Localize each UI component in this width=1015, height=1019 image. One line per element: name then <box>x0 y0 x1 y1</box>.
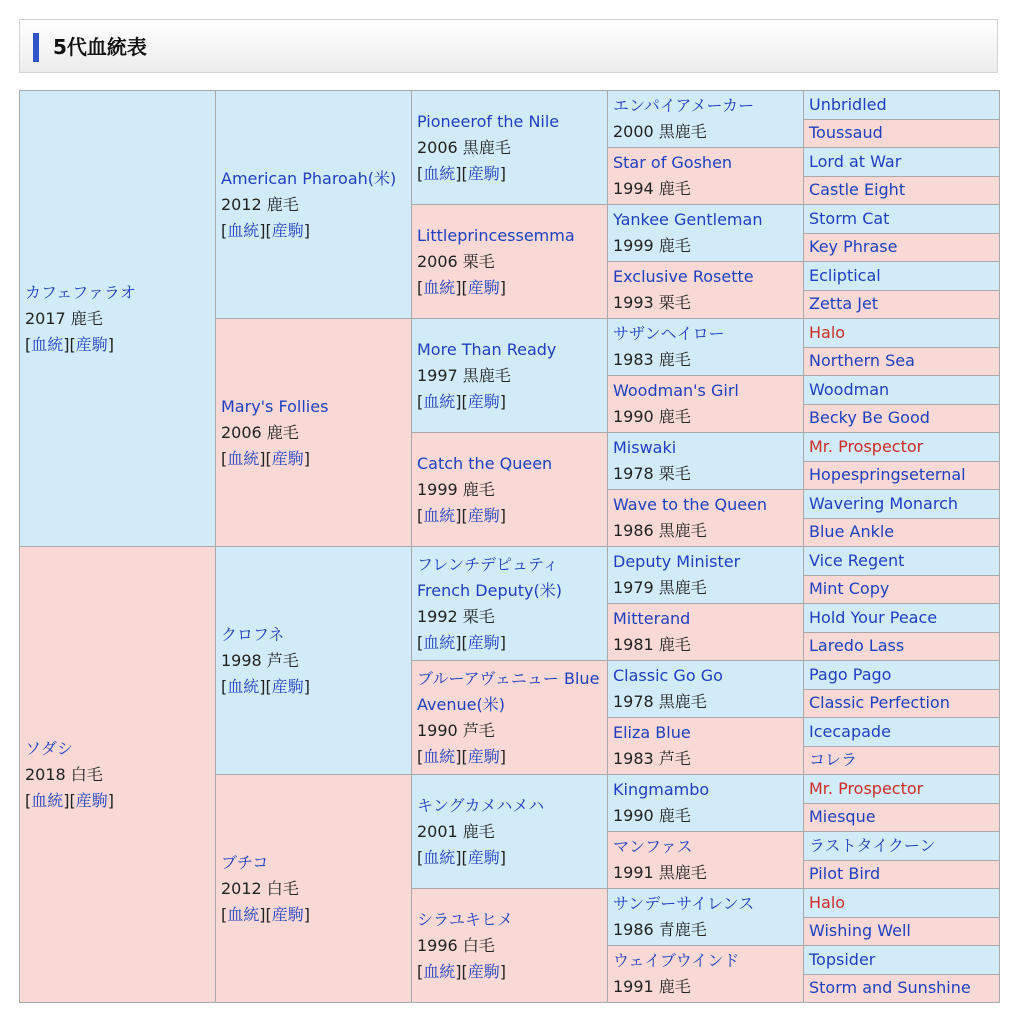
pedigree-link[interactable]: 血統 <box>31 790 64 810</box>
horse-name-link[interactable]: Pago Pago <box>809 664 892 684</box>
bracket-mid: ][ <box>259 904 272 924</box>
horse-name-link[interactable]: American Pharoah(米) <box>221 168 397 188</box>
ancestor-cell-gen1 <box>20 91 216 547</box>
ancestor-cell-gen5 <box>804 91 1000 120</box>
horse-name-link[interactable]: ウェイブウインド <box>613 951 740 970</box>
horse-info: 1991 黒鹿毛 <box>613 863 707 882</box>
bracket-close: ] <box>499 961 507 981</box>
bracket-close: ] <box>499 847 507 867</box>
offspring-link[interactable]: 産駒 <box>467 505 500 525</box>
ancestor-cell-gen5 <box>804 575 1000 604</box>
horse-name-link[interactable]: Storm Cat <box>809 208 890 228</box>
pedigree-row <box>20 547 1000 576</box>
horse-links <box>417 389 602 415</box>
ancestor-cell-gen2 <box>216 319 412 547</box>
horse-links <box>221 674 406 700</box>
horse-name-link[interactable]: Classic Go Go <box>613 666 723 685</box>
ancestor-cell-gen5 <box>804 490 1000 519</box>
pedigree-link[interactable]: 血統 <box>423 391 456 411</box>
ancestor-cell-gen5 <box>804 461 1000 490</box>
bracket-close: ] <box>499 746 507 766</box>
horse-name-link[interactable]: ラストタイクーン <box>809 835 936 855</box>
ancestor-cell-gen5 <box>804 689 1000 718</box>
offspring-link[interactable]: 産駒 <box>467 847 500 867</box>
pedigree-row <box>20 91 1000 120</box>
horse-name-link[interactable]: マンファス <box>613 837 693 856</box>
offspring-link[interactable]: 産駒 <box>271 448 304 468</box>
horse-name-link[interactable]: Storm and Sunshine <box>809 978 971 998</box>
horse-name-link[interactable]: Halo <box>809 322 846 342</box>
bracket-close: ] <box>303 448 311 468</box>
horse-name-link[interactable]: キングカメハメハ <box>417 795 545 815</box>
ancestor-cell-gen4 <box>608 604 804 661</box>
horse-links <box>221 218 406 244</box>
offspring-link[interactable]: 産駒 <box>271 220 304 240</box>
horse-name-link[interactable]: サザンヘイロー <box>613 324 725 343</box>
horse-info: 1978 黒鹿毛 <box>613 692 707 711</box>
horse-name-link[interactable]: Pilot Bird <box>809 864 881 884</box>
horse-name-link[interactable]: Northern Sea <box>809 351 915 371</box>
ancestor-cell-gen4 <box>608 91 804 148</box>
horse-name-link[interactable]: Halo <box>809 892 846 912</box>
horse-name-link[interactable]: Key Phrase <box>809 237 898 257</box>
ancestor-cell-gen4 <box>608 262 804 319</box>
bracket-open: [ <box>417 746 424 766</box>
horse-links <box>417 845 602 871</box>
ancestor-cell-gen5 <box>804 290 1000 319</box>
ancestor-cell-gen4 <box>608 661 804 718</box>
horse-links <box>417 959 602 985</box>
bracket-open: [ <box>221 904 228 924</box>
ancestor-cell-gen5 <box>804 176 1000 205</box>
ancestor-cell-gen5 <box>804 262 1000 291</box>
pedigree-link[interactable]: 血統 <box>423 632 456 652</box>
horse-info: 2006 黒鹿毛 <box>417 137 511 157</box>
bracket-mid: ][ <box>455 746 468 766</box>
bracket-mid: ][ <box>455 277 468 297</box>
horse-name-link[interactable]: Toussaud <box>809 123 883 143</box>
horse-name-link[interactable]: Unbridled <box>809 94 887 114</box>
ancestor-cell-gen4 <box>608 547 804 604</box>
horse-info: 2012 鹿毛 <box>221 194 299 214</box>
ancestor-cell-gen4 <box>608 775 804 832</box>
horse-name-link[interactable]: Star of Goshen <box>613 153 733 172</box>
horse-name-link[interactable]: Mitterand <box>613 609 691 628</box>
bracket-mid: ][ <box>259 220 272 240</box>
horse-name-link[interactable]: Icecapade <box>809 721 891 741</box>
horse-info: 1983 芦毛 <box>613 749 691 768</box>
bracket-close: ] <box>303 904 311 924</box>
horse-info: 2000 黒鹿毛 <box>613 122 707 141</box>
bracket-open: [ <box>417 163 424 183</box>
ancestor-cell-gen5 <box>804 604 1000 633</box>
horse-info: 1986 黒鹿毛 <box>613 521 707 540</box>
bracket-mid: ][ <box>455 391 468 411</box>
ancestor-cell-gen5 <box>804 832 1000 861</box>
offspring-link[interactable]: 産駒 <box>467 632 500 652</box>
ancestor-cell-gen5 <box>804 376 1000 405</box>
ancestor-cell-gen2 <box>216 547 412 775</box>
horse-name-link[interactable]: Woodman <box>809 379 890 399</box>
bracket-open: [ <box>417 632 424 652</box>
offspring-link[interactable]: 産駒 <box>75 790 108 810</box>
ancestor-cell-gen5 <box>804 319 1000 348</box>
ancestor-cell-gen4 <box>608 376 804 433</box>
offspring-link[interactable]: 産駒 <box>75 334 108 354</box>
bracket-close: ] <box>107 334 115 354</box>
offspring-link[interactable]: 産駒 <box>271 904 304 924</box>
horse-name-link[interactable]: Classic Perfection <box>809 693 950 713</box>
ancestor-cell-gen4 <box>608 205 804 262</box>
pedigree-link[interactable]: 血統 <box>423 961 456 981</box>
ancestor-cell-gen4 <box>608 889 804 946</box>
horse-name-link[interactable]: More Than Ready <box>417 339 557 359</box>
horse-name-link[interactable]: Mr. Prospector <box>809 436 924 456</box>
bracket-mid: ][ <box>259 448 272 468</box>
bracket-open: [ <box>417 505 424 525</box>
horse-name-link[interactable]: ブルーアヴェニュー Blue Avenue(米) <box>417 668 600 714</box>
horse-name-link[interactable]: カフェファラオ <box>25 282 136 302</box>
horse-name-link[interactable]: Kingmambo <box>613 780 710 799</box>
bracket-mid: ][ <box>455 163 468 183</box>
horse-name-link[interactable]: Mr. Prospector <box>809 778 924 798</box>
horse-name-link[interactable]: Laredo Lass <box>809 636 905 656</box>
ancestor-cell-gen4 <box>608 433 804 490</box>
pedigree-link[interactable]: 血統 <box>423 277 456 297</box>
ancestor-cell-gen3 <box>412 433 608 547</box>
horse-name-link[interactable]: Wavering Monarch <box>809 493 959 513</box>
horse-name-link[interactable]: Becky Be Good <box>809 408 930 428</box>
bracket-close: ] <box>499 391 507 411</box>
pedigree-link[interactable]: 血統 <box>31 334 64 354</box>
ancestor-cell-gen5 <box>804 233 1000 262</box>
horse-info: 1990 鹿毛 <box>613 806 691 825</box>
horse-links <box>417 744 602 770</box>
horse-name-link[interactable]: サンデーサイレンス <box>613 894 755 913</box>
ancestor-cell-gen5 <box>804 632 1000 661</box>
bracket-mid: ][ <box>63 790 76 810</box>
horse-name-link[interactable]: Miswaki <box>613 438 677 457</box>
bracket-mid: ][ <box>259 676 272 696</box>
horse-links <box>25 332 210 358</box>
horse-links <box>417 275 602 301</box>
bracket-mid: ][ <box>63 334 76 354</box>
pedigree-link[interactable]: 血統 <box>423 847 456 867</box>
horse-info: 1992 栗毛 <box>417 606 495 626</box>
ancestor-cell-gen5 <box>804 718 1000 747</box>
horse-links <box>25 788 210 814</box>
ancestor-cell-gen3 <box>412 775 608 889</box>
horse-links <box>221 446 406 472</box>
horse-info: 2018 白毛 <box>25 764 103 784</box>
ancestor-cell-gen3 <box>412 91 608 205</box>
ancestor-cell-gen4 <box>608 946 804 1003</box>
bracket-close: ] <box>499 505 507 525</box>
ancestor-cell-gen4 <box>608 148 804 205</box>
section-title: 5代血統表 <box>53 35 147 59</box>
bracket-open: [ <box>25 334 32 354</box>
ancestor-cell-gen4 <box>608 490 804 547</box>
horse-info: 1999 鹿毛 <box>613 236 691 255</box>
ancestor-cell-gen5 <box>804 205 1000 234</box>
offspring-link[interactable]: 産駒 <box>271 676 304 696</box>
ancestor-cell-gen3 <box>412 661 608 775</box>
bracket-mid: ][ <box>455 505 468 525</box>
horse-info: 1990 芦毛 <box>417 720 495 740</box>
pedigree-link[interactable]: 血統 <box>227 904 260 924</box>
horse-name-link[interactable]: Mary's Follies <box>221 396 329 416</box>
ancestor-cell-gen1 <box>20 547 216 1003</box>
ancestor-cell-gen4 <box>608 319 804 376</box>
ancestor-cell-gen5 <box>804 974 1000 1003</box>
horse-info: 1981 鹿毛 <box>613 635 691 654</box>
pedigree-link[interactable]: 血統 <box>227 448 260 468</box>
pedigree-table <box>19 90 1000 1003</box>
horse-info: 1983 鹿毛 <box>613 350 691 369</box>
ancestor-cell-gen5 <box>804 775 1000 804</box>
ancestor-cell-gen5 <box>804 860 1000 889</box>
section-header <box>19 19 998 73</box>
horse-name-link[interactable]: ソダシ <box>25 738 73 758</box>
horse-info: 2006 鹿毛 <box>221 422 299 442</box>
bracket-open: [ <box>221 676 228 696</box>
ancestor-cell-gen5 <box>804 746 1000 775</box>
horse-info: 1998 芦毛 <box>221 650 299 670</box>
bracket-close: ] <box>303 220 311 240</box>
pedigree-link[interactable]: 血統 <box>423 163 456 183</box>
horse-name-link[interactable]: Woodman's Girl <box>613 381 739 400</box>
ancestor-cell-gen5 <box>804 347 1000 376</box>
horse-info: 1993 栗毛 <box>613 293 691 312</box>
offspring-link[interactable]: 産駒 <box>467 746 500 766</box>
ancestor-cell-gen5 <box>804 119 1000 148</box>
horse-name-link[interactable]: Castle Eight <box>809 180 906 200</box>
horse-name-link[interactable]: Ecliptical <box>809 265 881 285</box>
horse-name-link[interactable]: Hold Your Peace <box>809 607 938 627</box>
horse-name-link[interactable]: Catch the Queen <box>417 453 553 473</box>
horse-name-link[interactable]: Zetta Jet <box>809 294 879 314</box>
bracket-mid: ][ <box>455 632 468 652</box>
horse-name-link[interactable]: Miesque <box>809 807 876 827</box>
horse-name-link[interactable]: ブチコ <box>221 852 269 872</box>
accent-bar <box>33 33 39 62</box>
offspring-link[interactable]: 産駒 <box>467 391 500 411</box>
ancestor-cell-gen2 <box>216 91 412 319</box>
bracket-close: ] <box>107 790 115 810</box>
ancestor-cell-gen3 <box>412 889 608 1003</box>
horse-name-link[interactable]: コレラ <box>809 750 858 770</box>
offspring-link[interactable]: 産駒 <box>467 277 500 297</box>
ancestor-cell-gen3 <box>412 319 608 433</box>
horse-links <box>417 630 602 656</box>
horse-info: 1997 黒鹿毛 <box>417 365 511 385</box>
ancestor-cell-gen5 <box>804 547 1000 576</box>
ancestor-cell-gen5 <box>804 917 1000 946</box>
bracket-open: [ <box>221 448 228 468</box>
ancestor-cell-gen5 <box>804 946 1000 975</box>
ancestor-cell-gen3 <box>412 547 608 661</box>
pedigree-link[interactable]: 血統 <box>423 746 456 766</box>
ancestor-cell-gen5 <box>804 518 1000 547</box>
ancestor-cell-gen5 <box>804 889 1000 918</box>
horse-name-link[interactable]: Lord at War <box>809 151 902 171</box>
horse-name-link[interactable]: Vice Regent <box>809 550 905 570</box>
horse-links <box>221 902 406 928</box>
horse-info: 1990 鹿毛 <box>613 407 691 426</box>
ancestor-cell-gen4 <box>608 832 804 889</box>
bracket-open: [ <box>417 391 424 411</box>
horse-name-link[interactable]: Pioneerof the Nile <box>417 111 560 131</box>
horse-name-link[interactable]: Wishing Well <box>809 921 911 941</box>
horse-info: 1979 黒鹿毛 <box>613 578 707 597</box>
ancestor-cell-gen5 <box>804 803 1000 832</box>
ancestor-cell-gen2 <box>216 775 412 1003</box>
horse-name-link[interactable]: エンパイアメーカー <box>613 96 755 115</box>
horse-links <box>417 503 602 529</box>
pedigree-link[interactable]: 血統 <box>423 505 456 525</box>
bracket-close: ] <box>303 676 311 696</box>
bracket-close: ] <box>499 632 507 652</box>
bracket-open: [ <box>417 961 424 981</box>
horse-info: 1978 栗毛 <box>613 464 691 483</box>
pedigree-link[interactable]: 血統 <box>227 676 260 696</box>
ancestor-cell-gen5 <box>804 148 1000 177</box>
bracket-open: [ <box>25 790 32 810</box>
horse-name-link[interactable]: Littleprincessemma <box>417 225 575 245</box>
horse-info: 2012 白毛 <box>221 878 299 898</box>
offspring-link[interactable]: 産駒 <box>467 163 500 183</box>
horse-info: 2017 鹿毛 <box>25 308 103 328</box>
horse-links <box>417 161 602 187</box>
offspring-link[interactable]: 産駒 <box>467 961 500 981</box>
bracket-close: ] <box>499 277 507 297</box>
ancestor-cell-gen5 <box>804 433 1000 462</box>
horse-info: 1999 鹿毛 <box>417 479 495 499</box>
ancestor-cell-gen3 <box>412 205 608 319</box>
horse-info: 1996 白毛 <box>417 935 495 955</box>
ancestor-cell-gen4 <box>608 718 804 775</box>
horse-name-link[interactable]: Deputy Minister <box>613 552 741 571</box>
pedigree-link[interactable]: 血統 <box>227 220 260 240</box>
horse-name-link[interactable]: Wave to the Queen <box>613 495 768 514</box>
ancestor-cell-gen5 <box>804 404 1000 433</box>
horse-name-link[interactable]: Exclusive Rosette <box>613 267 754 286</box>
horse-name-link[interactable]: Topsider <box>809 949 876 969</box>
ancestor-cell-gen5 <box>804 661 1000 690</box>
horse-info: 1991 鹿毛 <box>613 977 691 996</box>
horse-name-link[interactable]: クロフネ <box>221 624 285 644</box>
bracket-open: [ <box>221 220 228 240</box>
bracket-close: ] <box>499 163 507 183</box>
horse-name-link[interactable]: Mint Copy <box>809 579 890 599</box>
bracket-open: [ <box>417 847 424 867</box>
horse-name-link[interactable]: Yankee Gentleman <box>613 210 763 229</box>
horse-name-link[interactable]: シラユキヒメ <box>417 909 514 929</box>
bracket-mid: ][ <box>455 847 468 867</box>
horse-info: 2001 鹿毛 <box>417 821 495 841</box>
bracket-open: [ <box>417 277 424 297</box>
bracket-mid: ][ <box>455 961 468 981</box>
horse-name-link[interactable]: フレンチデピュティ French Deputy(米) <box>417 554 562 600</box>
horse-info: 1986 青鹿毛 <box>613 920 707 939</box>
horse-info: 2006 栗毛 <box>417 251 495 271</box>
horse-name-link[interactable]: Blue Ankle <box>809 522 895 542</box>
horse-info: 1994 鹿毛 <box>613 179 691 198</box>
horse-name-link[interactable]: Eliza Blue <box>613 723 691 742</box>
horse-name-link[interactable]: Hopespringseternal <box>809 465 966 485</box>
